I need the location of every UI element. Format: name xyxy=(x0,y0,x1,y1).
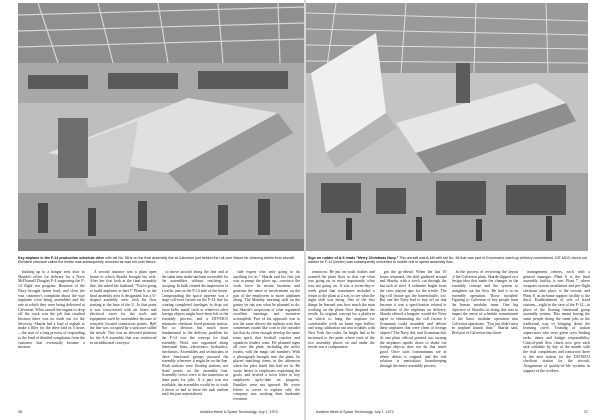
photo-caption-left xyxy=(18,256,302,265)
article-column xyxy=(380,270,447,408)
caption-lead-right: Sign on rudder of A-6 reads "Merry Christmas Navy." xyxy=(308,256,399,260)
page-number-right: 37 xyxy=(584,410,588,414)
article-column xyxy=(308,270,375,408)
column-text: A second instance was a plant open house to which Skarda brought his wife. After her first look at the final assembly line, she asked her husband: "You're going to build airplanes in here?" Plant 6, as the final assembly area is designated, has a U-shaped assembly area, with the flow starting at the base of the U. At that point it was crisscrossed with air hoses and electrical wires for the tools and equipment used by assemblers because of remotely located connection points. Half the line was occupied by a structure called the trestle. This was an elevated platform for the A-6 assembly that was reinforced as an additional conveyor xyxy=(89,270,157,345)
column-text: side expert who only going to do anything for us." Skarda said his first job was to pump the place up—convince the work force he meant business and generate the sense of involvement on the part of the employees to move airplanes along. The Monday morning staff on the gantry he ran was what he planned to do, but Skarda's suspicions of what organized excellent meetings and inventive accomplish. Part of his approach was to use the same drivers the military uses that sometimes sound like corn to the outsider but that do often enough develop the same team spirit that football coaches and squadron leaders want. He planned signs all over the plant, including the men's rooms, with the magic tail numbers. With a photograph brought into the plant, he placed matching items in the afternoon when the pilot listed this had set in. He wrote letters to employees explaining the goals, and invited a town letter to key employees up-to-date on progress. Families were not ignored. He wrote letters to wives to explain why the company was working their husbands overtime. xyxy=(233,270,300,401)
column-text: backing up to a hangar next door to Skarda's office for delivery for a Navy McDonnell Douglas F-4 supporting the F-14 flight test program. Reaction of the Navy brought home loud, and clear the vast customer's complaint about the way airplanes were being assembled and the rate at which they were being delivered at Calverton. What caused the engine to drop off the truck was the job that resulted because there was no earth out for the driveway. Skarda had a load of asphalt to make a filler for the drive laid in 3 hours—the start of a long process of responding to the kind of detailed complaints from the customer that eventually became a mission. xyxy=(18,270,85,350)
caption-lead-left: Key airplane in the F-14 production schedule drive xyxy=(18,256,105,260)
column-text: management centers, each with a general manager. Plant 6 is the final assembly facility, is one. Plant 7, where weapons system installation and pre-flight checkout take place, is the second, and Plant 8, as airframe support facility is the third. Establishment of sets of fixed stations—eight in the case of the F-14—in place of the floating functional group assembly system. This meant having the same people doing the same jobs in the traditional way of bringing down the learning curve. Training of station supervisors who were given crew leading tasks, times and budget responsibility. Critical-path flow charts now give each task schedule by day of the month with the vital completions and tomorrow there to the next station for the DIT-MCO checkout station for the aircraft. Assignment of quality-of-life systems in support of the workers. xyxy=(523,270,590,373)
article-column xyxy=(18,270,85,408)
assembly-line-photo-right xyxy=(306,3,588,251)
hangar-photo-illustration xyxy=(306,3,588,251)
column-text: tomorrow. He put on work clothes and roamed the plant floor so that cue what was going on, or more importantly, what was not going on. It was a seven-day-a-week grind that sometimes included a return to the plant at 2 a.m. to see what the night shift was doing. One of the first things he learned was how much the man working on the plane floor despised the trestle. Its original concept for a platform on which to hang the airplane for comfortable work on beam type brillies and wing calibration ran into troubles with New York fire codes. Its height had to be increased to the point where each of the two assembly places on and under the trestle was a compromise. xyxy=(308,270,375,350)
column-text: got the go-ahead. When the last 10 hours remained, the shift gathered around and Skarda, with a torch, cut through the last tack of steel. A volunteer bugler from the crew played taps for the trestle. The big roll fixture got the boneschuttle, too. But one the Navy had to buy off on that because it was a specification related to cleanliness of the airplanes on delivery. Skarda offered a bargain: would the Navy agree to eliminating the roll fixture if Grumman could assemble and deliver these airplanes that were clean of foreign objects? The Navy did, and Grumman did. At one plant official pointed out, turning the airplanes upside down to shake out foreign objects does not do that much good. Once such contaminants are in where debris is trapped, and the real solution is meticulous housekeeping through the entire assembly process. xyxy=(379,270,447,369)
article-columns-right xyxy=(308,270,590,408)
photo-caption-right xyxy=(308,256,588,265)
article-columns-left xyxy=(18,270,300,408)
caption-body-right: This aircraft was A-6M with tail No. 36 that was part of Grumman's catch-up delivery commitment. DIT-MCO check-out station for F-14 (center) was subsequently converted to mobile unit to speed assembly flow. xyxy=(308,256,587,265)
page-number-left: 36 xyxy=(18,410,22,414)
running-footer-left: Aviation Week & Space Technology, July 1, 1974 xyxy=(200,410,278,414)
article-column xyxy=(90,270,157,408)
running-footer-right: Aviation Week & Space Technology, July 1, 1974 xyxy=(316,410,394,414)
assembly-line-photo-left xyxy=(18,3,304,251)
caption-body-left: with tail No. 58 is on the final assembly line at Calverton just behind the roll-over fixture for cleaning debris from aircraft. Elevated structure called the trestle was subsequently removed as was roll-over fixture. xyxy=(18,256,295,265)
article-column xyxy=(233,270,300,408)
article-column xyxy=(162,270,229,408)
hangar-photo-illustration xyxy=(18,3,304,251)
column-text: to move aircraft along the line and at the same time make uniform accessible for the assemblers without reaching or stooping. In bulk created the impression of a traffic jam on the F-14 side of the house. Compounding the space squeeze was a large roll-over fixture on the F-14 line for rotating completed fuselages to drop out loose bolts, metal, tools or whatever other foreign objects might have been left in the assembly process, and a DIT-MCO automatic checkout fixed-position station. Not so obvious but much more fundamental to the delivery problem for the F-14 was the concept for final assembly. Work was organized along functional lines—electronics, hydraulics, mechanics. Assemblies and technicians in these functional groups pursued the assembly wherever it might be on the line. Work stations were floating stations, not fixed points on the assembly line. Assembly crews were to the numerous as done parts for jobs. If a part was not available, the assembler would try to track it down or had to leave the task undone until the part materialized. xyxy=(161,270,229,397)
article-column xyxy=(452,270,519,408)
right-page xyxy=(306,0,610,420)
article-column xyxy=(523,270,590,408)
column-text: In the process of reviewing the layout of the Calverton plant, Skarda slipped on a design idea that made the changes in the assembly concept and the system to straighten out the flow. He had it in on assembly operation. Those included: Figuring to Calverton of key people from the Inman modular team. One big objective of Skarda's in doing this was to impart the sense of schedule commitment of the basic modular operation into Calverton operations. "You just didn't miss an airplane launch date," Skarda said. Division of Calverton into three xyxy=(451,270,519,336)
left-page xyxy=(0,0,304,420)
